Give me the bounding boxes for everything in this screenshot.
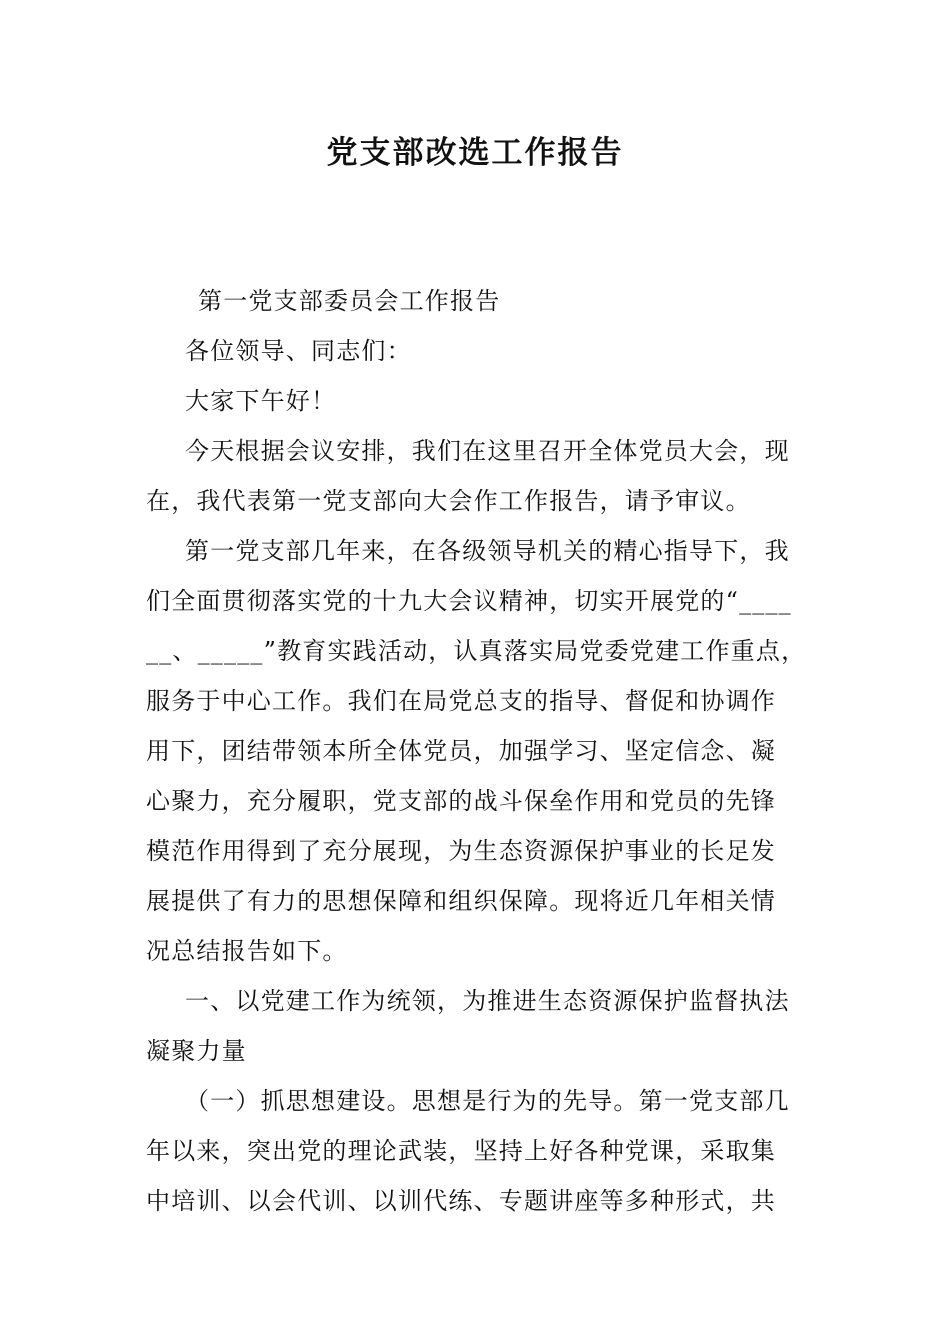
section-heading: 凝聚力量 xyxy=(146,1037,247,1065)
paragraph-line: 们全面贯彻落实党的十九大会议精神，切实开展党的“____ xyxy=(146,587,792,615)
document-title: 党支部改选工作报告 xyxy=(326,135,624,171)
paragraph-line: （一）抓思想建设。思想是行为的先导。第一党支部几 xyxy=(185,1087,790,1115)
report-heading: 第一党支部委员会工作报告 xyxy=(198,287,501,315)
section-heading: 一、以党建工作为统领，为推进生态资源保护监督执法 xyxy=(185,987,790,1015)
paragraph-line: 中培训、以会代训、以训代练、专题讲座等多种形式，共 xyxy=(146,1187,776,1215)
paragraph-line: 用下，团结带领本所全体党员，加强学习、坚定信念、凝 xyxy=(146,737,776,765)
paragraph-line: __、_____”教育实践活动，认真落实局党委党建工作重点， xyxy=(146,637,807,665)
paragraph-line: 年以来，突出党的理论武装，坚持上好各种党课，采取集 xyxy=(146,1137,776,1165)
paragraph-line: 服务于中心工作。我们在局党总支的指导、督促和协调作 xyxy=(146,687,776,715)
paragraph-line: 心聚力，充分履职，党支部的战斗保垒作用和党员的先锋 xyxy=(146,787,776,815)
salutation: 各位领导、同志们： xyxy=(185,337,412,365)
paragraph-line: 在，我代表第一党支部向大会作工作报告，请予审议。 xyxy=(146,487,751,515)
paragraph-line: 况总结报告如下。 xyxy=(146,937,348,965)
paragraph-line: 展提供了有力的思想保障和组织保障。现将近几年相关情 xyxy=(146,887,776,915)
paragraph-line: 模范作用得到了充分展现，为生态资源保护事业的长足发 xyxy=(146,837,776,865)
paragraph-line: 今天根据会议安排，我们在这里召开全体党员大会，现 xyxy=(185,437,790,465)
greeting: 大家下午好！ xyxy=(185,387,337,415)
paragraph-line: 第一党支部几年来，在各级领导机关的精心指导下，我 xyxy=(185,537,790,565)
